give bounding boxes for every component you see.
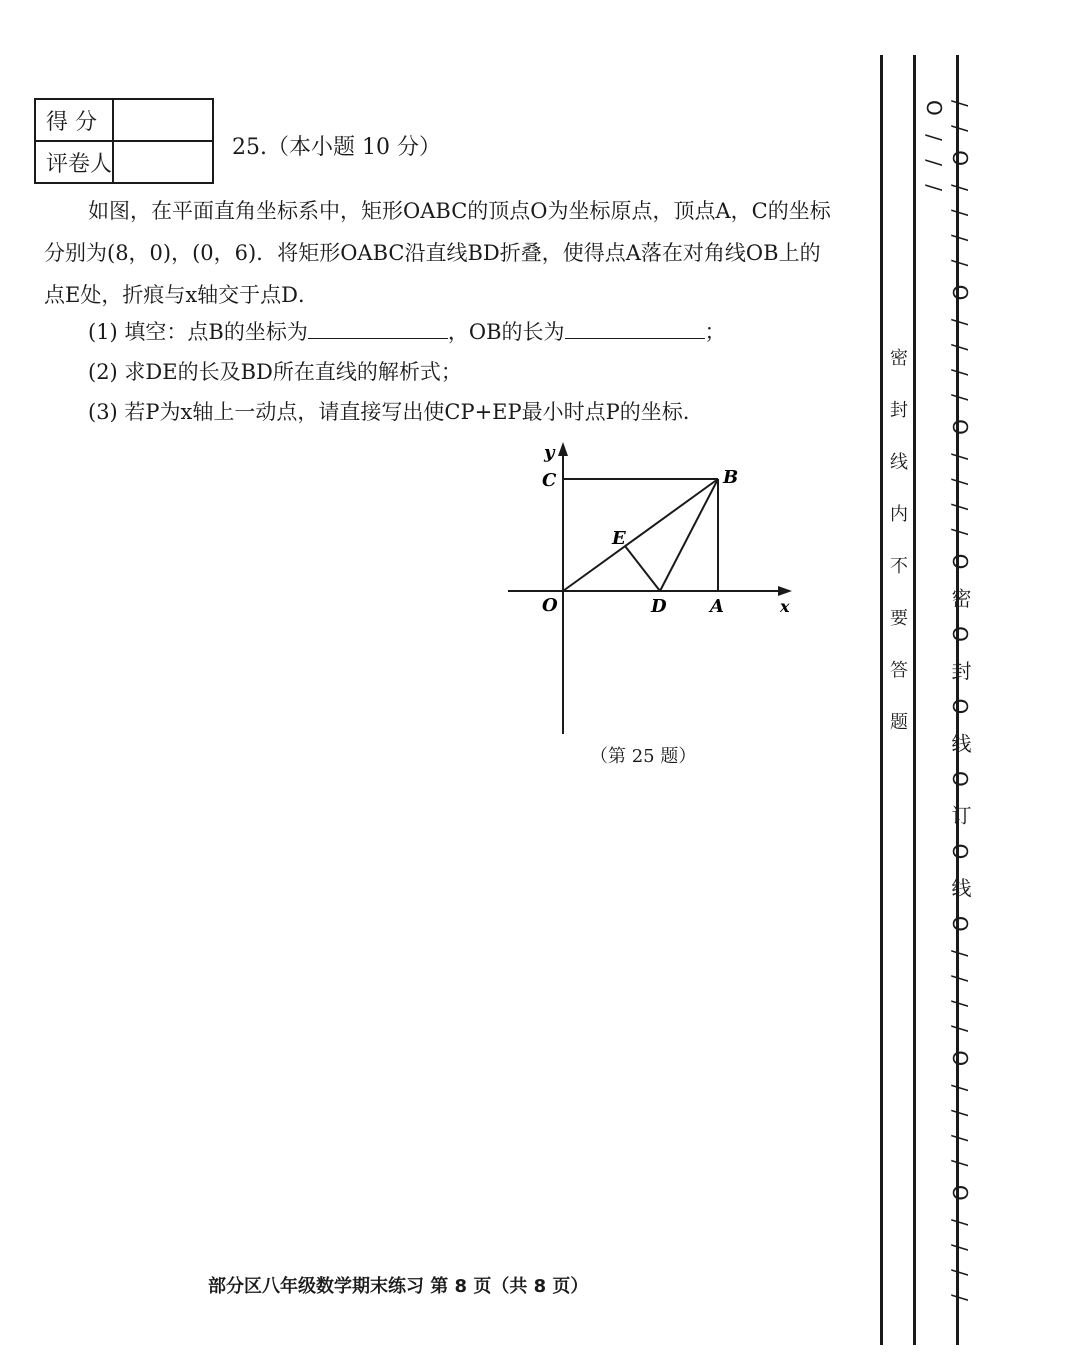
label-x: x (780, 597, 790, 616)
margin-line-1 (880, 55, 883, 1345)
grader-value-cell[interactable] (113, 141, 213, 183)
part1-text-c: ； (704, 320, 726, 344)
label-e: E (612, 528, 626, 549)
question-part-1 (88, 316, 726, 346)
x-axis-arrow (778, 586, 792, 596)
label-o: O (542, 595, 558, 616)
answer-blank-ob-length[interactable] (565, 316, 705, 339)
page-footer: 部分区八年级数学期末练习 第 8 页（共 8 页） (208, 1276, 589, 1297)
label-d: D (651, 596, 667, 617)
label-c: C (542, 470, 557, 491)
binding-seal-line: / / O / / / / O / / / / O / / / / O 密 O 封 O 线 O 订 O 线 O / / / / O / / / / O / / / / O / / / (922, 100, 972, 1308)
segment-ed (625, 546, 660, 591)
label-a: A (710, 596, 724, 617)
figure-caption: （第 25 题） (590, 746, 697, 767)
part1-text-b: ，OB的长为 (447, 320, 565, 344)
score-value-cell[interactable] (113, 99, 213, 141)
segment-ob (563, 479, 718, 591)
margin-line-2 (913, 55, 916, 1345)
question-stem: 如图，在平面直角坐标系中，矩形OABC的顶点O为坐标原点，顶点A，C的坐标分别为(8，0)，(0，6)．将矩形OABC沿直线BD折叠，使得点A落在对角线OB上的点E处，折痕与x轴交于点D． (44, 199, 831, 307)
label-y: y (544, 442, 555, 463)
question-number: 25.（本小题 10 分） (232, 135, 441, 160)
segment-bd (660, 479, 718, 591)
answer-blank-b-coord[interactable] (308, 316, 448, 339)
question-part-3: (3) 若P为x轴上一动点，请直接写出使CP+EP最小时点P的坐标. (88, 400, 690, 424)
question-part-2: (2) 求DE的长及BD所在直线的解析式； (88, 360, 462, 384)
score-label: 得 分 (35, 99, 113, 141)
label-b: B (723, 467, 739, 488)
score-table (34, 98, 214, 184)
y-axis-arrow (558, 442, 568, 456)
part1-text-a: (1) 填空：点B的坐标为 (88, 320, 308, 344)
binding-warning-text: 密封线内不要答题 (887, 348, 908, 764)
grader-label: 评卷人 (35, 141, 113, 183)
geometry-figure (500, 438, 800, 738)
